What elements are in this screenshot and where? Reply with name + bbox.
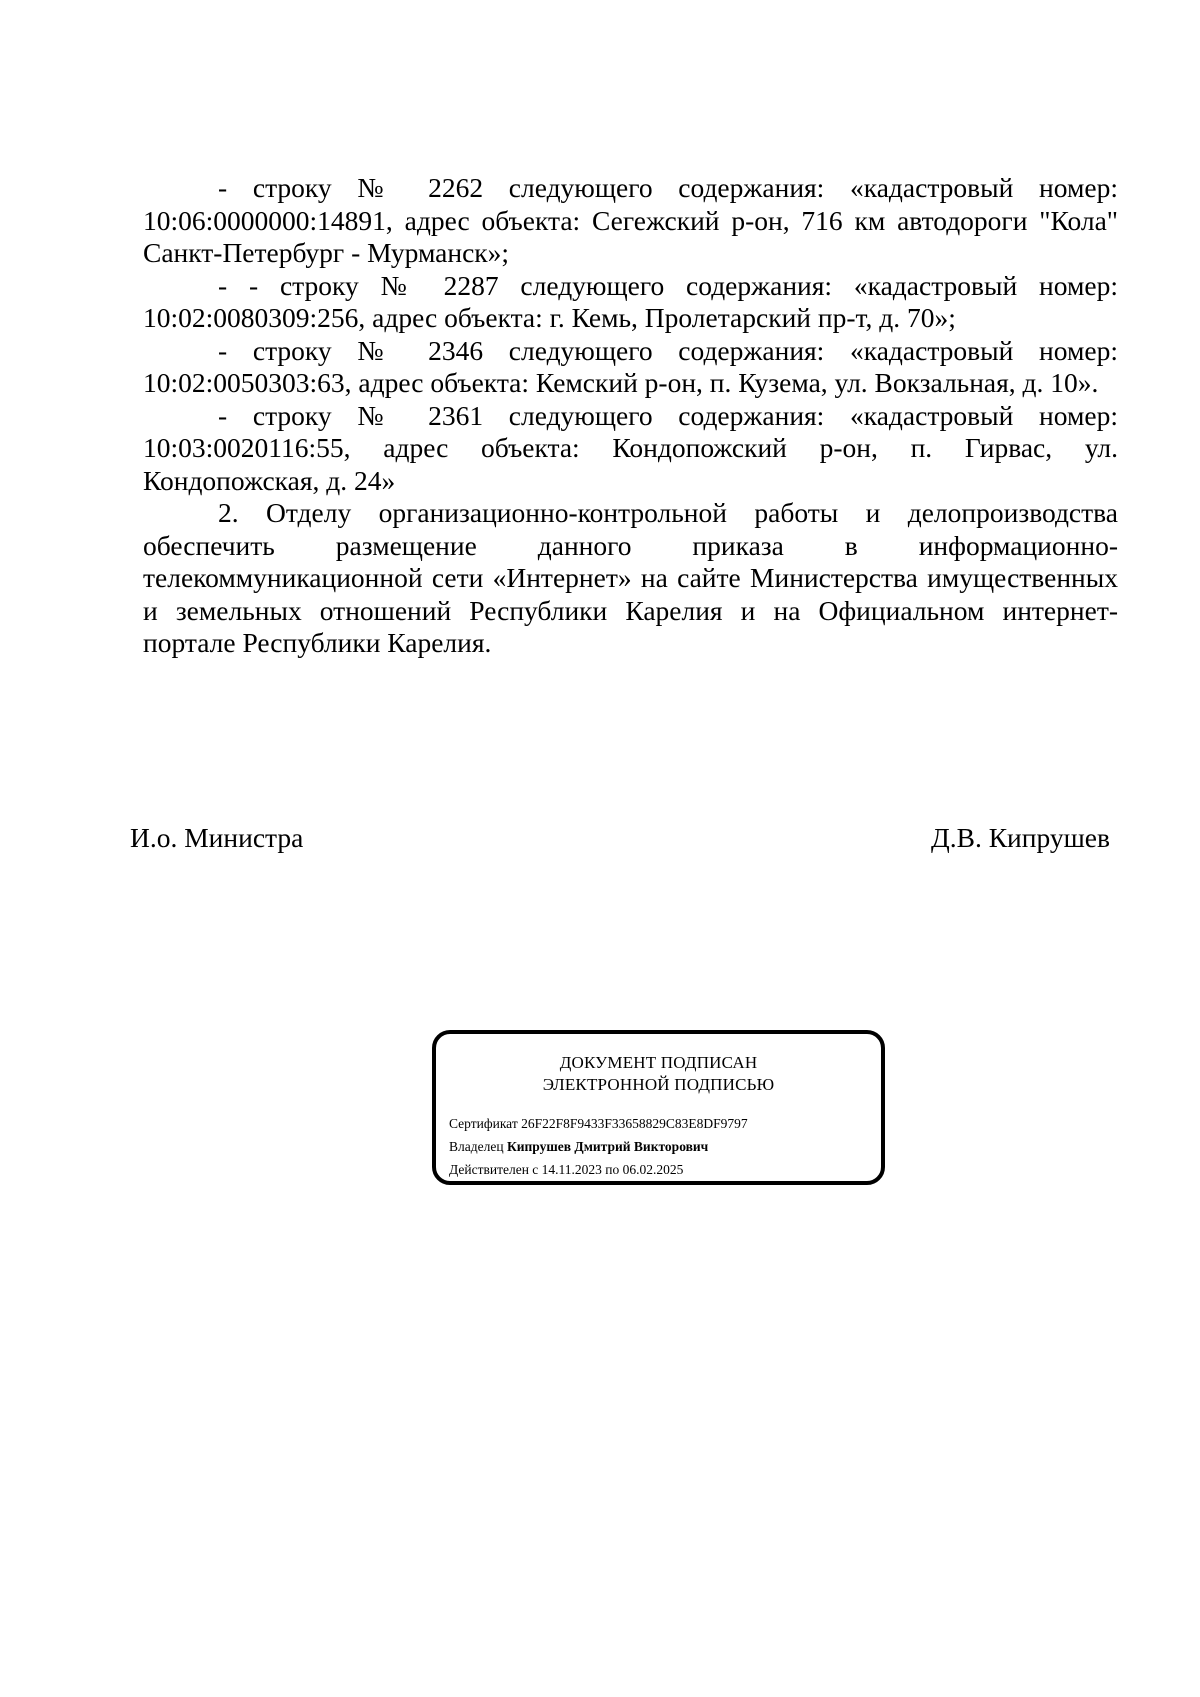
paragraph-row-2287: - - строку № 2287 следующего содержания: «кадастровый номер: 10:02:0080309:256, адрес объекта: г. Кемь, Пролетарский пр-т, д. 70»; <box>143 269 1118 333</box>
document-body <box>143 172 1118 660</box>
paragraph-row-2346: - строку № 2346 следующего содержания: «кадастровый номер: 10:02:0050303:63, адрес объекта: Кемский р-он, п. Кузема, ул. Вокзальная, д. 10». <box>143 334 1118 398</box>
valid-from: 14.11.2023 <box>541 1162 602 1177</box>
stamp-title-line2: ЭЛЕКТРОННОЙ ПОДПИСЬЮ <box>542 1075 775 1094</box>
owner-value: Кипрушев Дмитрий Викторович <box>506 1139 709 1154</box>
valid-to: 06.02.2025 <box>622 1162 684 1177</box>
stamp-validity-line <box>449 1158 879 1181</box>
valid-to-label: по <box>605 1162 620 1177</box>
paragraph-row-2361: - строку № 2361 следующего содержания: «кадастровый номер: 10:03:0020116:55, адрес объекта: Кондопожский р-он, п. Гирвас, ул. Кондопожская, д. 24» <box>143 399 1118 496</box>
stamp-title <box>436 1052 881 1096</box>
electronic-signature-stamp <box>432 1030 885 1185</box>
signatory-name: Д.В. Кипрушев <box>930 822 1110 853</box>
stamp-details <box>449 1112 879 1181</box>
stamp-certificate-line <box>449 1112 879 1135</box>
signatory-position: И.о. Министра <box>130 822 304 853</box>
valid-label: Действителен с <box>449 1162 539 1177</box>
paragraph-row-2262: - строку № 2262 следующего содержания: «кадастровый номер: 10:06:0000000:14891, адрес объекта: Сегежский р-он, 716 км автодороги "Кола" Санкт-Петербург - Мурманск»; <box>143 172 1118 268</box>
owner-label: Владелец <box>449 1139 504 1154</box>
certificate-label: Сертификат <box>449 1116 518 1131</box>
stamp-title-line1: ДОКУМЕНТ ПОДПИСАН <box>559 1053 758 1072</box>
paragraph-item-2: 2. Отделу организационно-контрольной работы и делопроизводства обеспечить размещение данного приказа в информационно-телекоммуникационной сети «Интернет» на сайте Министерства имущественных и земельных отношений Республики Карелия и на Официальном интернет-портале Республики Карелия. <box>143 497 1118 658</box>
certificate-value: 26F22F8F9433F33658829C83E8DF9797 <box>521 1116 748 1131</box>
stamp-owner-line <box>449 1135 879 1158</box>
